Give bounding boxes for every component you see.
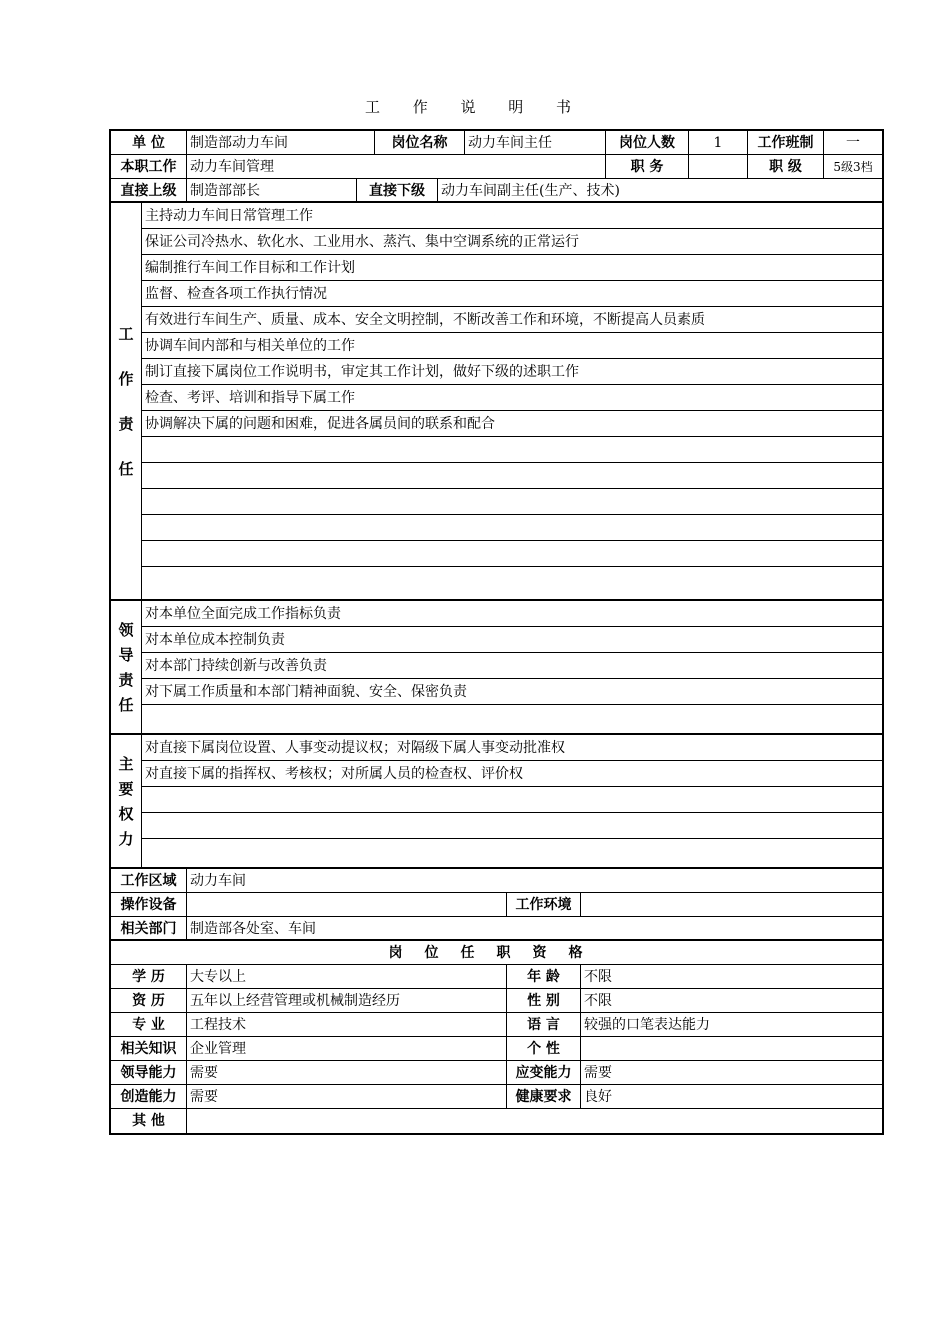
other-value	[187, 1109, 882, 1133]
work-area-label: 工作区域	[111, 869, 187, 892]
leadership-label: 领 导 责 任	[111, 601, 142, 733]
qualification-row	[111, 965, 882, 989]
post-name-value: 动力车间主任	[465, 131, 606, 154]
creativity-value: 需要	[187, 1085, 507, 1108]
list-item: 对直接下属岗位设置、人事变动提议权；对隔级下属人事变动批准权	[142, 735, 882, 761]
list-item	[142, 787, 882, 813]
subordinate-label: 直接下级	[357, 179, 438, 201]
list-item	[142, 437, 882, 463]
personality-label: 个 性	[507, 1037, 581, 1060]
leadership-section	[111, 601, 882, 735]
duty-label: 职 务	[606, 155, 689, 178]
leadership-list	[142, 601, 882, 733]
list-item: 协调解决下属的问题和困难，促进各属员间的联系和配合	[142, 411, 882, 437]
header-row-3	[111, 179, 882, 203]
list-item: 对本单位成本控制负责	[142, 627, 882, 653]
superior-label: 直接上级	[111, 179, 187, 201]
qualification-row	[111, 989, 882, 1013]
authority-list	[142, 735, 882, 867]
duty-value	[689, 155, 748, 178]
header-row-2	[111, 155, 882, 179]
list-item: 保证公司冷热水、软化水、工业用水、蒸汽、集中空调系统的正常运行	[142, 229, 882, 255]
qualification-heading: 岗位任职资格	[388, 945, 605, 961]
age-label: 年 龄	[507, 965, 581, 988]
work-duties-section	[111, 203, 882, 601]
equipment-value	[187, 893, 507, 916]
shift-value: 一	[846, 135, 860, 151]
job-label: 本职工作	[111, 155, 187, 178]
qualification-row	[111, 1013, 882, 1037]
list-item: 主持动力车间日常管理工作	[142, 203, 882, 229]
list-item: 对直接下属的指挥权、考核权；对所属人员的检查权、评价权	[142, 761, 882, 787]
post-name-label: 岗位名称	[375, 131, 465, 154]
list-item	[142, 463, 882, 489]
list-item	[142, 839, 882, 865]
list-item	[142, 813, 882, 839]
environment-label: 工作环境	[507, 893, 581, 916]
subordinate-value: 动力车间副主任(生产、技术)	[441, 183, 620, 199]
experience-label: 资 历	[111, 989, 187, 1012]
education-label: 学 历	[111, 965, 187, 988]
list-item: 编制推行车间工作目标和工作计划	[142, 255, 882, 281]
knowledge-label: 相关知识	[111, 1037, 187, 1060]
knowledge-value: 企业管理	[187, 1037, 507, 1060]
health-value: 良好	[584, 1089, 612, 1105]
leadership-ability-value: 需要	[187, 1061, 507, 1084]
personality-value	[581, 1037, 882, 1060]
gender-label: 性 别	[507, 989, 581, 1012]
list-item: 协调车间内部和与相关单位的工作	[142, 333, 882, 359]
list-item: 制订直接下属岗位工作说明书，审定其工作计划，做好下级的述职工作	[142, 359, 882, 385]
qualification-row	[111, 1109, 882, 1133]
other-label: 其 他	[111, 1109, 187, 1133]
list-item: 对本单位全面完成工作指标负责	[142, 601, 882, 627]
leadership-ability-label: 领导能力	[111, 1061, 187, 1084]
qualification-heading-row	[111, 941, 882, 965]
qualification-row	[111, 1037, 882, 1061]
experience-value: 五年以上经营管理或机械制造经历	[187, 989, 507, 1012]
adaptability-value: 需要	[584, 1065, 612, 1081]
related-dept-row	[111, 917, 882, 941]
major-value: 工程技术	[187, 1013, 507, 1036]
creativity-label: 创造能力	[111, 1085, 187, 1108]
language-value: 较强的口笔表达能力	[584, 1017, 710, 1033]
work-area-row	[111, 869, 882, 893]
gender-value: 不限	[584, 993, 612, 1009]
grade-value: 5级3档	[833, 160, 873, 174]
superior-value: 制造部部长	[187, 179, 357, 201]
headcount-label: 岗位人数	[606, 131, 689, 154]
related-dept-label: 相关部门	[111, 917, 187, 939]
list-item	[142, 489, 882, 515]
qualification-row	[111, 1061, 882, 1085]
education-value: 大专以上	[187, 965, 507, 988]
work-duties-label: 工 作 责 任	[111, 203, 142, 599]
list-item	[142, 705, 882, 731]
authority-label: 主 要 权 力	[111, 735, 142, 867]
major-label: 专 业	[111, 1013, 187, 1036]
equipment-row	[111, 893, 882, 917]
unit-label: 单 位	[111, 131, 187, 154]
list-item: 检查、考评、培训和指导下属工作	[142, 385, 882, 411]
headcount-value: 1	[689, 131, 748, 154]
work-area-value: 动力车间	[190, 873, 246, 889]
authority-section	[111, 735, 882, 869]
shift-label: 工作班制	[748, 131, 824, 154]
list-item: 有效进行车间生产、质量、成本、安全文明控制，不断改善工作和环境，不断提高人员素质	[142, 307, 882, 333]
grade-label: 职 级	[748, 155, 824, 178]
list-item: 监督、检查各项工作执行情况	[142, 281, 882, 307]
related-dept-value: 制造部各处室、车间	[190, 921, 316, 937]
job-description-table	[109, 129, 884, 1135]
job-value: 动力车间管理	[187, 155, 606, 178]
environment-value	[581, 893, 882, 916]
list-item: 对下属工作质量和本部门精神面貌、安全、保密负责	[142, 679, 882, 705]
unit-value: 制造部动力车间	[187, 131, 375, 154]
list-item: 对本部门持续创新与改善负责	[142, 653, 882, 679]
list-item	[142, 515, 882, 541]
equipment-label: 操作设备	[111, 893, 187, 916]
list-item	[142, 567, 882, 593]
health-label: 健康要求	[507, 1085, 581, 1108]
document-title: 工 作 说 明 书	[364, 98, 586, 116]
work-duties-list	[142, 203, 882, 599]
qualification-row	[111, 1085, 882, 1109]
age-value: 不限	[584, 969, 612, 985]
language-label: 语 言	[507, 1013, 581, 1036]
list-item	[142, 541, 882, 567]
adaptability-label: 应变能力	[507, 1061, 581, 1084]
header-row-1	[111, 131, 882, 155]
